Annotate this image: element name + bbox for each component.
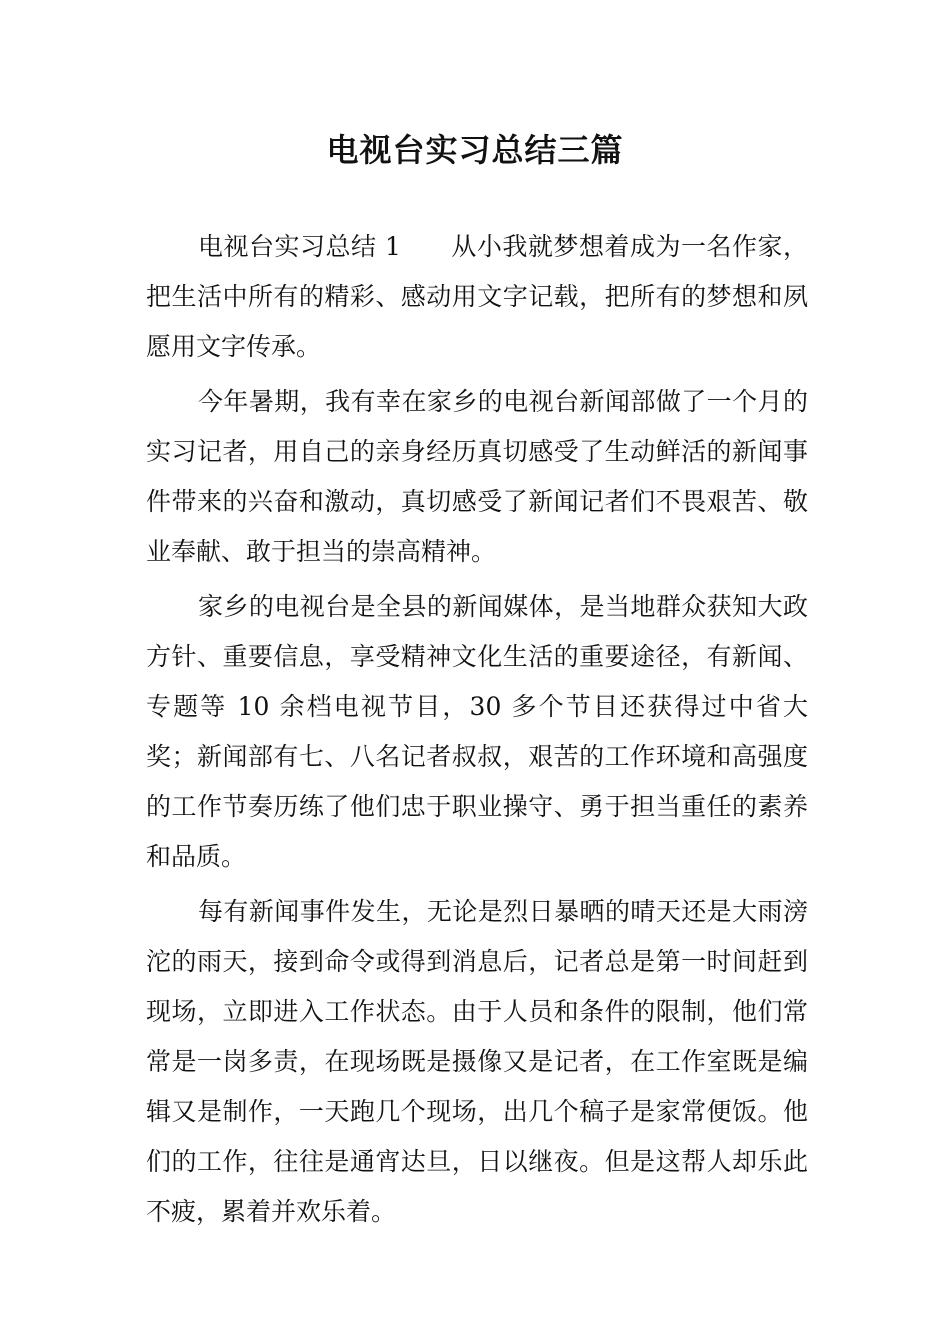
- document-body: [146, 222, 808, 1242]
- paragraph-4: 每有新闻事件发生，无论是烈日暴晒的晴天还是大雨滂沱的雨天，接到命令或得到消息后，记者总是第一时间赶到现场，立即进入工作状态。由于人员和条件的限制，他们常常是一岗多责，在现场既是摄像又是记者，在工作室既是编辑又是制作，一天跑几个现场，出几个稿子是家常便饭。他们的工作，往往是通宵达旦，日以继夜。但是这帮人却乐此不疲，累着并欢乐着。: [146, 897, 808, 1226]
- paragraph-2: 今年暑期，我有幸在家乡的电视台新闻部做了一个月的实习记者，用自己的亲身经历真切感受了生动鲜活的新闻事件带来的兴奋和激动，真切感受了新闻记者们不畏艰苦、敬业奉献、敢于担当的崇高精神。: [146, 387, 808, 566]
- paragraph-3: 家乡的电视台是全县的新闻媒体，是当地群众获知大政方针、重要信息，享受精神文化生活的重要途径，有新闻、专题等 10 余档电视节目，30 多个节目还获得过中省大奖；新闻部有七、八名记者叔叔，艰苦的工作环境和高强度的工作节奏历练了他们忠于职业操守、勇于担当重任的素养和品质。: [146, 592, 808, 871]
- page-title: 电视台实习总结三篇: [326, 131, 624, 169]
- paragraph-1-text: 从小我就梦想着成为一名作家，把生活中所有的精彩、感动用文字记载，把所有的梦想和夙愿用文字传承。: [146, 232, 808, 361]
- paragraph-1: [146, 222, 808, 372]
- section-label: 电视台实习总结 1: [198, 232, 401, 261]
